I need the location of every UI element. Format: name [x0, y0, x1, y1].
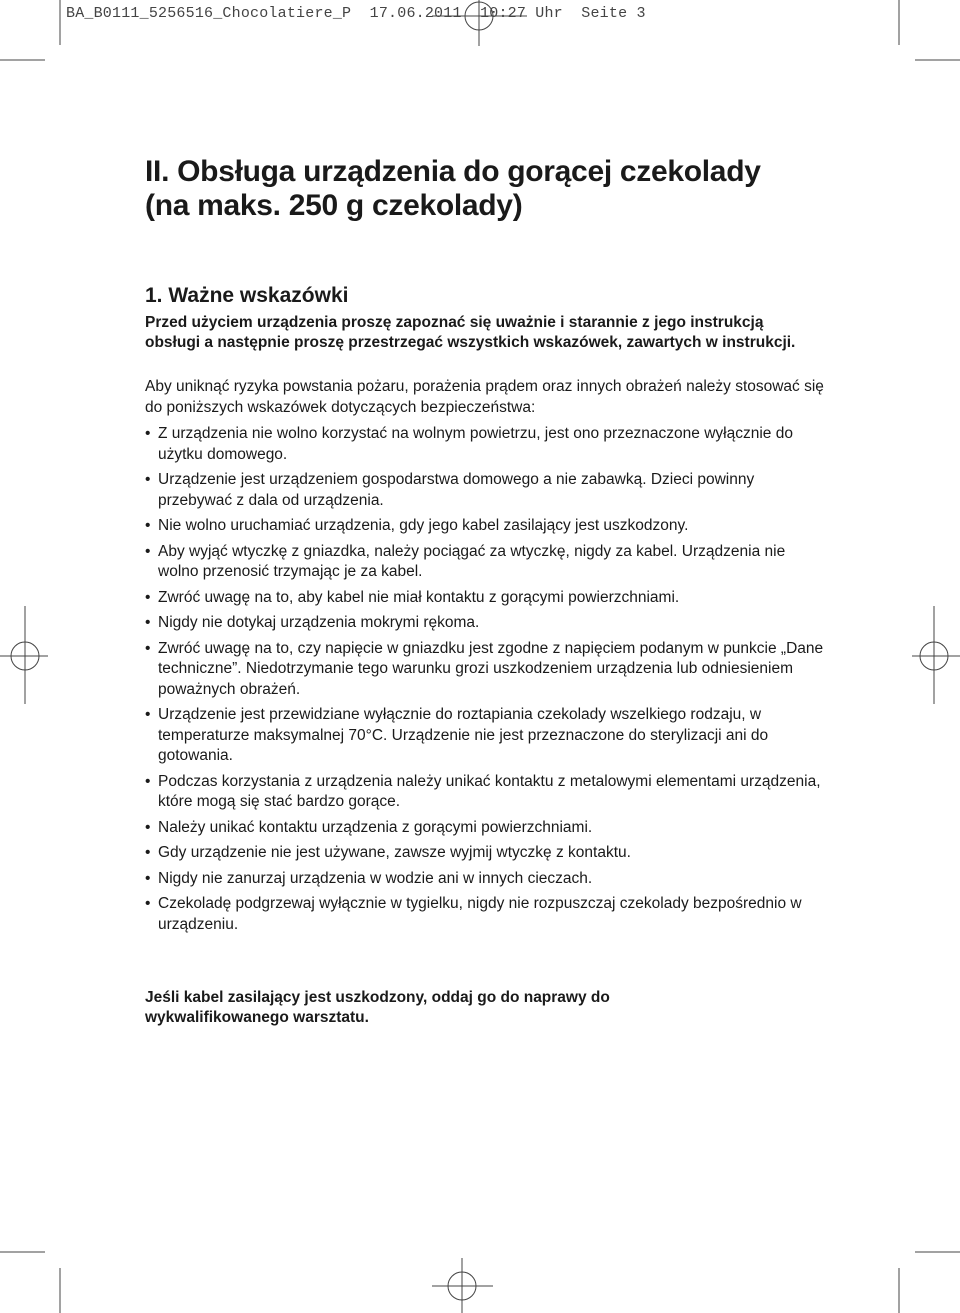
safety-list [145, 424, 825, 940]
list-item: • Nigdy nie zanurzaj urządzenia w wodzie ani w innych cieczach. [145, 869, 825, 890]
registration-mark-bottom [432, 1258, 493, 1313]
list-item: • Czekoladę podgrzewaj wyłącznie w tygielku, nigdy nie rozpuszczaj czekolady bezpośrednio w urządzeniu. [145, 894, 825, 935]
list-item: • Aby wyjąć wtyczkę z gniazdka, należy pociągać za wtyczkę, nigdy za kabel. Urządzenia nie wolno przenosić trzymając je za kabel. [145, 542, 825, 583]
list-item: • Urządzenie jest urządzeniem gospodarstwa domowego a nie zabawką. Dzieci powinny przebywać z dala od urządzenia. [145, 470, 825, 511]
section-title-line: II. Obsługa urządzenia do gorącej czekolady [145, 155, 761, 188]
registration-mark-right [912, 606, 960, 704]
list-item: • Należy unikać kontaktu urządzenia z gorącymi powierzchniami. [145, 818, 825, 839]
list-item: • Zwróć uwagę na to, aby kabel nie miał kontaktu z gorącymi powierzchniami. [145, 588, 825, 609]
list-item: • Gdy urządzenie nie jest używane, zawsze wyjmij wtyczkę z kontaktu. [145, 843, 825, 864]
section-title [145, 155, 845, 223]
section-title-line: (na maks. 250 g czekolady) [145, 189, 523, 222]
intro-bold-paragraph: Przed użyciem urządzenia proszę zapoznać się uważnie i starannie z jego instrukcją obsługi a następnie proszę przestrzegać wszystkich wskazówek, zawartych w instrukcji. [145, 314, 796, 351]
list-item: • Urządzenie jest przewidziane wyłącznie do roztapiania czekolady wszelkiego rodzaju, w temperaturze maksymalnej 70°C. Urządzenie nie jest przeznaczone do sterylizacji ani do gotowania. [145, 705, 825, 767]
cable-warning: Jeśli kabel zasilający jest uszkodzony, oddaj go do naprawy do wykwalifikowanego warsztatu. [145, 989, 610, 1026]
list-item: • Podczas korzystania z urządzenia należy unikać kontaktu z metalowymi elementami urządzenia, które mogą się stać bardzo gorące. [145, 772, 825, 813]
list-item: • Z urządzenia nie wolno korzystać na wolnym powietrzu, jest ono przeznaczone wyłącznie do użytku domowego. [145, 424, 825, 465]
list-item: • Nie wolno uruchamiać urządzenia, gdy jego kabel zasilający jest uszkodzony. [145, 516, 825, 537]
list-item: • Zwróć uwagę na to, czy napięcie w gniazdku jest zgodne z napięciem podanym w punkcie „Dane techniczne”. Niedotrzymanie tego warunku grozi uszkodzeniem urządzenia lub odniesieniem poważnych obrażeń. [145, 639, 825, 701]
print-slug: BA_B0111_5256516_Chocolatiere_P 17.06.2011 10:27 Uhr Seite 3 [66, 5, 646, 22]
list-item: • Nigdy nie dotykaj urządzenia mokrymi rękoma. [145, 613, 825, 634]
intro-paragraph: Aby uniknąć ryzyka powstania pożaru, porażenia prądem oraz innych obrażeń należy stosować się do poniższych wskazówek dotyczących bezpieczeństwa: [145, 378, 824, 416]
registration-mark-left [0, 606, 48, 704]
subsection-title: 1. Ważne wskazówki [145, 284, 349, 307]
